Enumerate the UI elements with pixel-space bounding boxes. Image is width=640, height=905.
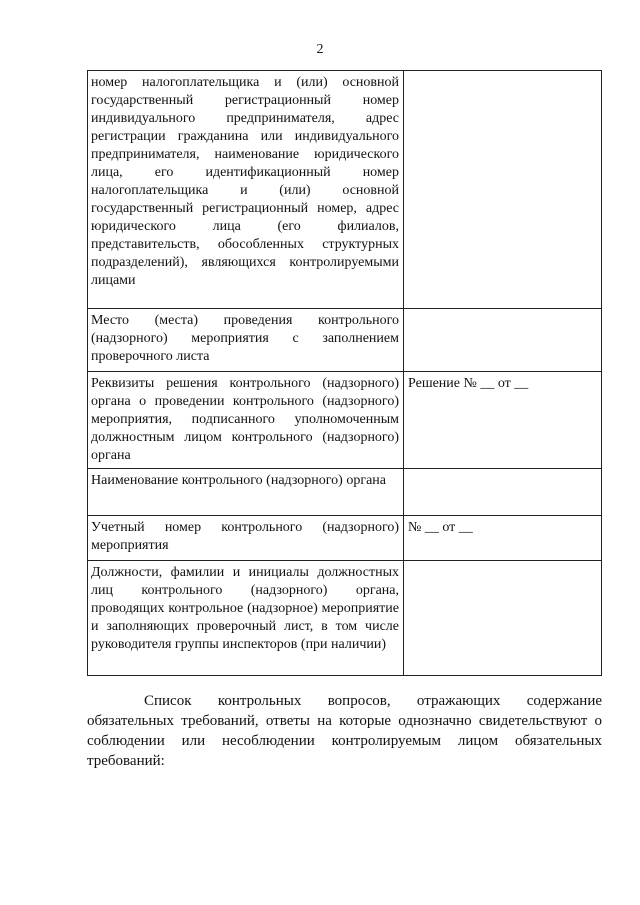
row-label-decision-details: Реквизиты решения контрольного (надзорного) органа о проведении контрольного (надзорного) мероприятия, подписанного уполномоченным должностным лицом контрольного (надзорного) органа: [88, 372, 404, 469]
row-label-controlled-entity: номер налогоплательщика и (или) основной государственный регистрационный номер индивидуального предпринимателя, адрес регистрации гражданина или индивидуального предпринимателя, наименование юридического лица, его идентификационный номер налогоплательщика и (или) основной государственный регистрационный номер, адрес юридического лица (его филиалов, представительств, обособленных структурных подразделений), являющихся контролируемыми лицами: [88, 71, 404, 309]
row-label-inspectors: Должности, фамилии и инициалы должностных лиц контрольного (надзорного) органа, проводящих контрольное (надзорное) мероприятие и заполняющих проверочный лист, в том числе руководителя группы инспекторов (при наличии): [88, 561, 404, 676]
row-value-authority-name[interactable]: [404, 469, 602, 516]
inspection-details-table: [87, 70, 602, 676]
row-value-inspectors[interactable]: [404, 561, 602, 676]
row-label-registration-number: Учетный номер контрольного (надзорного) мероприятия: [88, 516, 404, 561]
table-row-authority-name: [88, 469, 602, 516]
checklist-intro-paragraph: Список контрольных вопросов, отражающих содержание обязательных требований, ответы на которые однозначно свидетельствуют о соблюдении или несоблюдении контролируемым лицом обязательных требований:: [87, 693, 602, 769]
row-label-authority-name: Наименование контрольного (надзорного) органа: [88, 469, 404, 516]
table-row-registration-number: [88, 516, 602, 561]
row-value-registration-number[interactable]: № __ от __: [404, 516, 602, 561]
row-label-inspection-place: Место (места) проведения контрольного (надзорного) мероприятия с заполнением проверочного листа: [88, 309, 404, 372]
table-row-inspectors: [88, 561, 602, 676]
table-row-decision-details: [88, 372, 602, 469]
table-row-inspection-place: [88, 309, 602, 372]
page-number: 2: [316, 42, 324, 57]
table-row-controlled-entity: [88, 71, 602, 309]
row-value-decision-details[interactable]: Решение № __ от __: [404, 372, 602, 469]
row-value-inspection-place[interactable]: [404, 309, 602, 372]
row-value-controlled-entity[interactable]: [404, 71, 602, 309]
